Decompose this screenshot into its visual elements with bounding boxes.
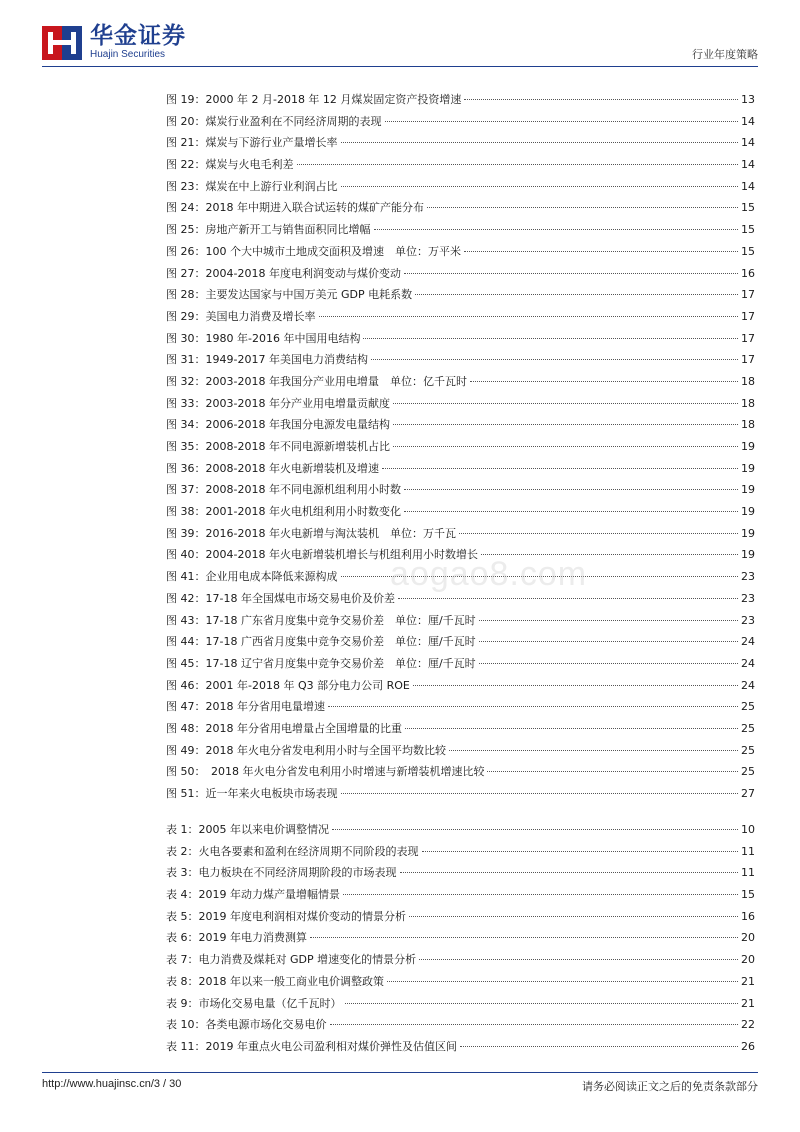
toc-entry-title: 图 21：煤炭与下游行业产量增长率 [166,136,338,150]
toc-entry-page: 13 [741,93,755,106]
toc-entry-page: 17 [741,353,755,367]
toc-entry[interactable] [166,783,755,805]
toc-entry-page: 22 [741,1018,755,1032]
toc-entry[interactable] [166,263,755,285]
toc-entry-page: 23 [741,613,755,627]
toc-entry[interactable] [166,675,755,697]
toc-dot-leader [341,142,739,143]
toc-dot-leader [464,251,738,252]
toc-dot-leader [398,598,738,599]
toc-entry-title: 表 3：电力板块在不同经济周期阶段的市场表现 [166,866,397,880]
toc-dot-leader [415,294,738,295]
toc-entry-title: 图 35：2008-2018 年不同电源新增装机占比 [166,440,390,453]
toc-dot-leader [464,99,738,100]
document-type: 行业年度策略 [692,48,758,61]
toc-entry-title: 表 7：电力消费及煤耗对 GDP 增速变化的情景分析 [166,953,417,967]
toc-entry-page: 15 [741,201,755,215]
toc-entry[interactable] [166,862,755,884]
toc-dot-leader [487,771,738,772]
toc-entry[interactable] [166,306,755,328]
toc-dot-leader [479,620,738,621]
toc-entry-title: 表 8：2018 年以来一般工商业电价调整政策 [166,974,384,988]
toc-entry[interactable] [166,371,755,393]
toc-entry-title: 图 38：2001-2018 年火电机组利用小时数变化 [166,505,401,519]
toc-entry-page: 19 [741,526,755,540]
toc-dot-leader [479,641,738,642]
toc-dot-leader [387,981,738,982]
toc-dot-leader [419,959,738,960]
toc-entry-page: 15 [741,223,755,237]
toc-entry[interactable] [166,696,755,718]
toc-entry-title: 表 2：火电各要素和盈利在经济周期不同阶段的表现 [166,844,419,858]
toc-entry-title: 表 11：2019 年重点火电公司盈利相对煤价弹性及估值区间 [166,1039,457,1053]
toc-entry-title: 图 32：2003-2018 年我国分产业用电增量 单位：亿千瓦时 [166,374,467,388]
toc-entry-title: 表 4：2019 年动力煤产量增幅情景 [166,888,340,902]
toc-entry-title: 图 22：煤炭与火电毛利差 [166,158,294,172]
toc-entry[interactable] [166,841,755,863]
toc-dot-leader [363,338,738,339]
toc-entry-page: 17 [741,331,755,345]
toc-dot-leader [405,728,738,729]
toc-entry[interactable] [166,884,755,906]
toc-entry-title: 图 44：17-18 广西省月度集中竞争交易价差 单位：厘/千瓦时 [166,635,476,649]
toc-dot-leader [345,1003,739,1004]
toc-dot-leader [393,446,738,447]
toc-entry-title: 图 27：2004-2018 年度电利润变动与煤价变动 [166,266,401,280]
toc-dot-leader [328,706,738,707]
toc-entry-title: 表 9：市场化交易电量（亿千瓦时） [166,996,342,1010]
toc-entry-page: 26 [741,1039,755,1053]
toc-entry-title: 图 48：2018 年分省用电增量占全国增量的比重 [166,721,402,735]
footer-url[interactable]: http://www.huajinsc.cn/3 / 30 [42,1078,182,1090]
toc-entry[interactable] [166,436,755,458]
toc-entry-title: 图 23：煤炭在中上游行业利润占比 [166,179,338,193]
toc-entry-page: 21 [741,996,755,1010]
toc-entry[interactable] [166,154,755,176]
toc-entry-page: 17 [741,288,755,302]
toc-entry-page: 19 [741,483,755,497]
toc-dot-leader [479,663,738,664]
toc-entry[interactable] [166,819,755,841]
toc-entry[interactable] [166,501,755,523]
toc-entry-title: 表 10：各类电源市场化交易电价 [166,1018,327,1032]
toc-entry-title: 图 43：17-18 广东省月度集中竞争交易价差 单位：厘/千瓦时 [166,613,476,627]
toc-entry-title: 图 46：2001 年-2018 年 Q3 部分电力公司 ROE [166,678,410,692]
toc-entry-title: 图 50： 2018 年火电分省发电利用小时增速与新增装机增速比较 [166,765,485,779]
toc-entry-title: 图 20：煤炭行业盈利在不同经济周期的表现 [166,114,382,128]
toc-entry-title: 表 1：2005 年以来电价调整情况 [166,823,329,836]
toc-entry[interactable] [166,176,755,198]
toc-entry[interactable] [166,89,755,111]
toc-entry[interactable] [166,393,755,415]
toc-entry-title: 图 26：100 个大中城市土地成交面积及增速 单位：万平米 [166,244,461,258]
toc-dot-leader [400,872,739,873]
toc-dot-leader [449,750,738,751]
toc-dot-leader [371,359,738,360]
toc-entry-page: 25 [741,743,755,757]
toc-entry[interactable] [166,219,755,241]
toc-entry[interactable] [166,328,755,350]
toc-entry-title: 图 28：主要发达国家与中国万美元 GDP 电耗系数 [166,288,413,302]
toc-entry[interactable] [166,653,755,675]
toc-entry-title: 图 37：2008-2018 年不同电源机组利用小时数 [166,483,401,497]
table-list [166,819,755,1058]
toc-dot-leader [332,829,738,830]
toc-dot-leader [427,207,738,208]
toc-dot-leader [310,937,738,938]
toc-entry-page: 16 [741,266,755,280]
toc-entry-page: 19 [741,548,755,562]
toc-entry[interactable] [166,971,755,993]
toc-dot-leader [374,229,739,230]
page-footer [42,1072,758,1093]
toc-entry[interactable] [166,740,755,762]
toc-entry[interactable] [166,111,755,133]
toc-entry[interactable] [166,197,755,219]
toc-entry-title: 图 49：2018 年火电分省发电利用小时与全国平均数比较 [166,743,446,757]
toc-entry-title: 图 36：2008-2018 年火电新增装机及增速 [166,461,379,475]
figure-list [166,89,755,805]
toc-dot-leader [459,533,738,534]
toc-dot-leader [343,894,738,895]
toc-entry-page: 24 [741,678,755,692]
toc-entry-title: 图 24：2018 年中期进入联合试运转的煤矿产能分布 [166,201,424,215]
toc-dot-leader [460,1046,738,1047]
toc-entry-page: 11 [741,844,755,858]
huajin-logo-icon [42,26,82,60]
toc-entry-page: 18 [741,396,755,410]
toc-dot-leader [393,424,738,425]
toc-entry-title: 图 31：1949-2017 年美国电力消费结构 [166,353,368,367]
toc-entry[interactable] [166,718,755,740]
toc-entry[interactable] [166,949,755,971]
toc-entry-title: 图 33：2003-2018 年分产业用电增量贡献度 [166,396,390,410]
toc-entry-page: 16 [741,909,755,923]
toc-entry-page: 18 [741,374,755,388]
toc-entry-page: 15 [741,888,755,902]
toc-dot-leader [404,489,738,490]
toc-entry[interactable] [166,458,755,480]
toc-entry-page: 24 [741,635,755,649]
toc-entry-page: 20 [741,931,755,945]
toc-dot-leader [330,1024,739,1025]
toc-entry[interactable] [166,414,755,436]
toc-entry-title: 图 41：企业用电成本降低来源构成 [166,570,338,584]
toc-entry-page: 23 [741,570,755,584]
toc-entry-page: 25 [741,765,755,779]
toc-entry-page: 19 [741,440,755,453]
toc-dot-leader [297,164,739,165]
toc-dot-leader [404,511,738,512]
toc-entry[interactable] [166,241,755,263]
toc-entry[interactable] [166,927,755,949]
toc-entry-page: 24 [741,656,755,670]
toc-dot-leader [404,273,738,274]
toc-entry-page: 17 [741,309,755,323]
toc-entry-page: 18 [741,418,755,432]
toc-entry-page: 10 [741,823,755,836]
brand-name-cn: 华金证券 [90,23,186,49]
toc-dot-leader [341,186,739,187]
toc-entry-title: 图 47：2018 年分省用电量增速 [166,700,325,714]
toc-entry-page: 14 [741,158,755,172]
toc-entry[interactable] [166,631,755,653]
toc-entry-page: 21 [741,974,755,988]
toc-dot-leader [409,916,738,917]
toc-entry[interactable] [166,993,755,1015]
toc-entry-page: 14 [741,136,755,150]
toc-entry-page: 20 [741,953,755,967]
toc-entry-title: 图 30：1980 年-2016 年中国用电结构 [166,331,361,345]
toc-entry-title: 图 29：美国电力消费及增长率 [166,309,316,323]
toc-entry-page: 23 [741,591,755,605]
page-header [42,22,758,67]
toc-entry-title: 图 34：2006-2018 年我国分电源发电量结构 [166,418,390,432]
toc-entry-title: 图 45：17-18 辽宁省月度集中竞争交易价差 单位：厘/千瓦时 [166,656,476,670]
toc-entry-title: 表 5：2019 年度电利润相对煤价变动的情景分析 [166,909,406,923]
toc-entry[interactable] [166,906,755,928]
toc-entry-page: 15 [741,244,755,258]
toc-dot-leader [413,685,738,686]
toc-entry-page: 19 [741,505,755,519]
toc-entry-title: 图 39：2016-2018 年火电新增与淘汰装机 单位：万千瓦 [166,526,456,540]
toc-entry[interactable] [166,1036,755,1058]
toc-entry-page: 14 [741,114,755,128]
footer-disclaimer: 请务必阅读正文之后的免责条款部分 [582,1080,758,1093]
brand-name-en: Huajin Securities [90,49,166,60]
toc-dot-leader [385,121,739,122]
toc-dot-leader [319,316,739,317]
toc-entry-page: 25 [741,700,755,714]
toc-entry[interactable] [166,284,755,306]
toc-entry-title: 图 40：2004-2018 年火电新增装机增长与机组利用小时数增长 [166,548,478,562]
toc-dot-leader [393,403,738,404]
toc-dot-leader [382,468,738,469]
toc-entry[interactable] [166,349,755,371]
toc-entry[interactable] [166,479,755,501]
toc-dot-leader [422,851,739,852]
toc-entry-page: 19 [741,461,755,475]
toc-entry[interactable] [166,132,755,154]
toc-entry[interactable] [166,761,755,783]
toc-entry-title: 图 51：近一年来火电板块市场表现 [166,787,338,800]
toc-entry[interactable] [166,1014,755,1036]
toc-entry[interactable] [166,610,755,632]
toc-entry-page: 11 [741,866,755,880]
toc-entry-page: 25 [741,721,755,735]
toc-dot-leader [341,793,739,794]
toc-entry-title: 图 25：房地产新开工与销售面积同比增幅 [166,223,371,237]
toc-entry-title: 表 6：2019 年电力消费测算 [166,931,307,945]
toc-entry-page: 14 [741,179,755,193]
toc-entry-title: 图 19：2000 年 2 月-2018 年 12 月煤炭固定资产投资增速 [166,93,462,106]
toc-entry-title: 图 42：17-18 年全国煤电市场交易电价及价差 [166,591,395,605]
toc-entry-page: 27 [741,787,755,800]
toc-dot-leader [470,381,738,382]
watermark: aogao8.com [390,555,588,593]
toc-entry[interactable] [166,523,755,545]
